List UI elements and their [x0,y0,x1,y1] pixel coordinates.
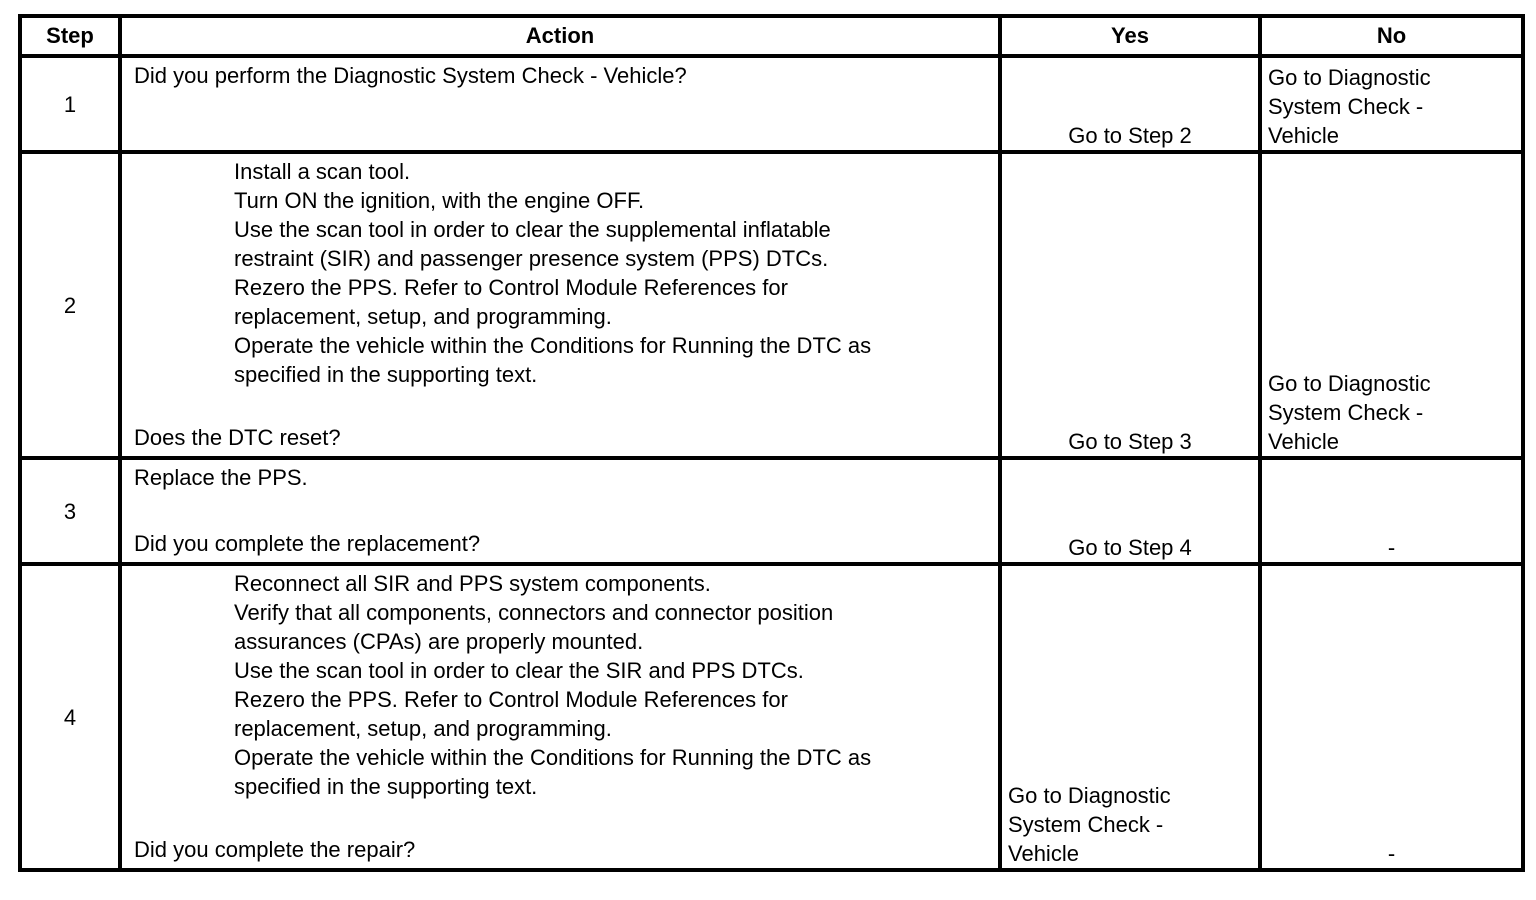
action-line: Turn ON the ignition, with the engine OFF. [234,188,645,213]
no-link-line[interactable]: System Check - [1268,94,1424,119]
table-row [20,458,1523,564]
table-row [20,152,1523,458]
step-number: 1 [20,56,120,152]
yes-link-line[interactable]: Go to Diagnostic [1008,783,1171,808]
action-line: Operate the vehicle within the Conditions for Running the DTC as [234,333,872,358]
no-link-line[interactable]: Vehicle [1268,123,1339,148]
no-cell [1260,458,1523,564]
action-line: Rezero the PPS. Refer to Control Module References for [234,687,788,712]
action-line: restraint (SIR) and passenger presence system (PPS) DTCs. [234,246,829,271]
table-row [20,56,1523,152]
action-line: Use the scan tool in order to clear the SIR and PPS DTCs. [234,658,804,683]
no-link-line[interactable]: Go to Diagnostic [1268,65,1431,90]
action-line: specified in the supporting text. [234,774,538,799]
no-link-line[interactable]: Go to Diagnostic [1268,371,1431,396]
yes-link[interactable]: Go to Step 3 [1068,429,1192,454]
action-cell [120,458,1000,564]
yes-cell [1000,458,1260,564]
yes-cell [1000,152,1260,458]
yes-link-line[interactable]: System Check - [1008,812,1164,837]
yes-link-line[interactable]: Vehicle [1008,841,1079,866]
yes-cell [1000,56,1260,152]
header-step: Step [20,16,120,56]
no-link-line[interactable]: System Check - [1268,400,1424,425]
header-row [20,16,1523,56]
diagnostic-table [18,14,1525,872]
header-yes: Yes [1000,16,1260,56]
action-line: Reconnect all SIR and PPS system components. [234,571,711,596]
action-question: Did you complete the repair? [134,837,416,862]
header-no: No [1260,16,1523,56]
action-cell [120,564,1000,870]
action-cell [120,152,1000,458]
action-line: Install a scan tool. [234,159,411,184]
yes-link[interactable]: Go to Step 4 [1068,535,1192,560]
action-cell [120,56,1000,152]
yes-cell [1000,564,1260,870]
yes-link[interactable]: Go to Step 2 [1068,123,1192,148]
step-number: 4 [20,564,120,870]
no-cell [1260,152,1523,458]
action-line: specified in the supporting text. [234,362,538,387]
table-row [20,564,1523,870]
no-cell [1260,564,1523,870]
action-line: Use the scan tool in order to clear the supplemental inflatable [234,217,831,242]
no-value: - [1387,841,1396,866]
no-value: - [1387,535,1396,560]
action-line: assurances (CPAs) are properly mounted. [234,629,644,654]
no-cell [1260,56,1523,152]
step-number: 3 [20,458,120,564]
action-line: Rezero the PPS. Refer to Control Module References for [234,275,788,300]
action-question: Does the DTC reset? [134,425,341,450]
action-question: Did you complete the replacement? [134,531,481,556]
no-link-line[interactable]: Vehicle [1268,429,1339,454]
action-line: replacement, setup, and programming. [234,716,612,741]
action-line: Did you perform the Diagnostic System Check - Vehicle? [134,63,687,88]
action-line: Replace the PPS. [134,465,308,490]
step-number: 2 [20,152,120,458]
header-action: Action [120,16,1000,56]
action-line: Verify that all components, connectors and connector position [234,600,834,625]
action-line: Operate the vehicle within the Conditions for Running the DTC as [234,745,872,770]
action-line: replacement, setup, and programming. [234,304,612,329]
